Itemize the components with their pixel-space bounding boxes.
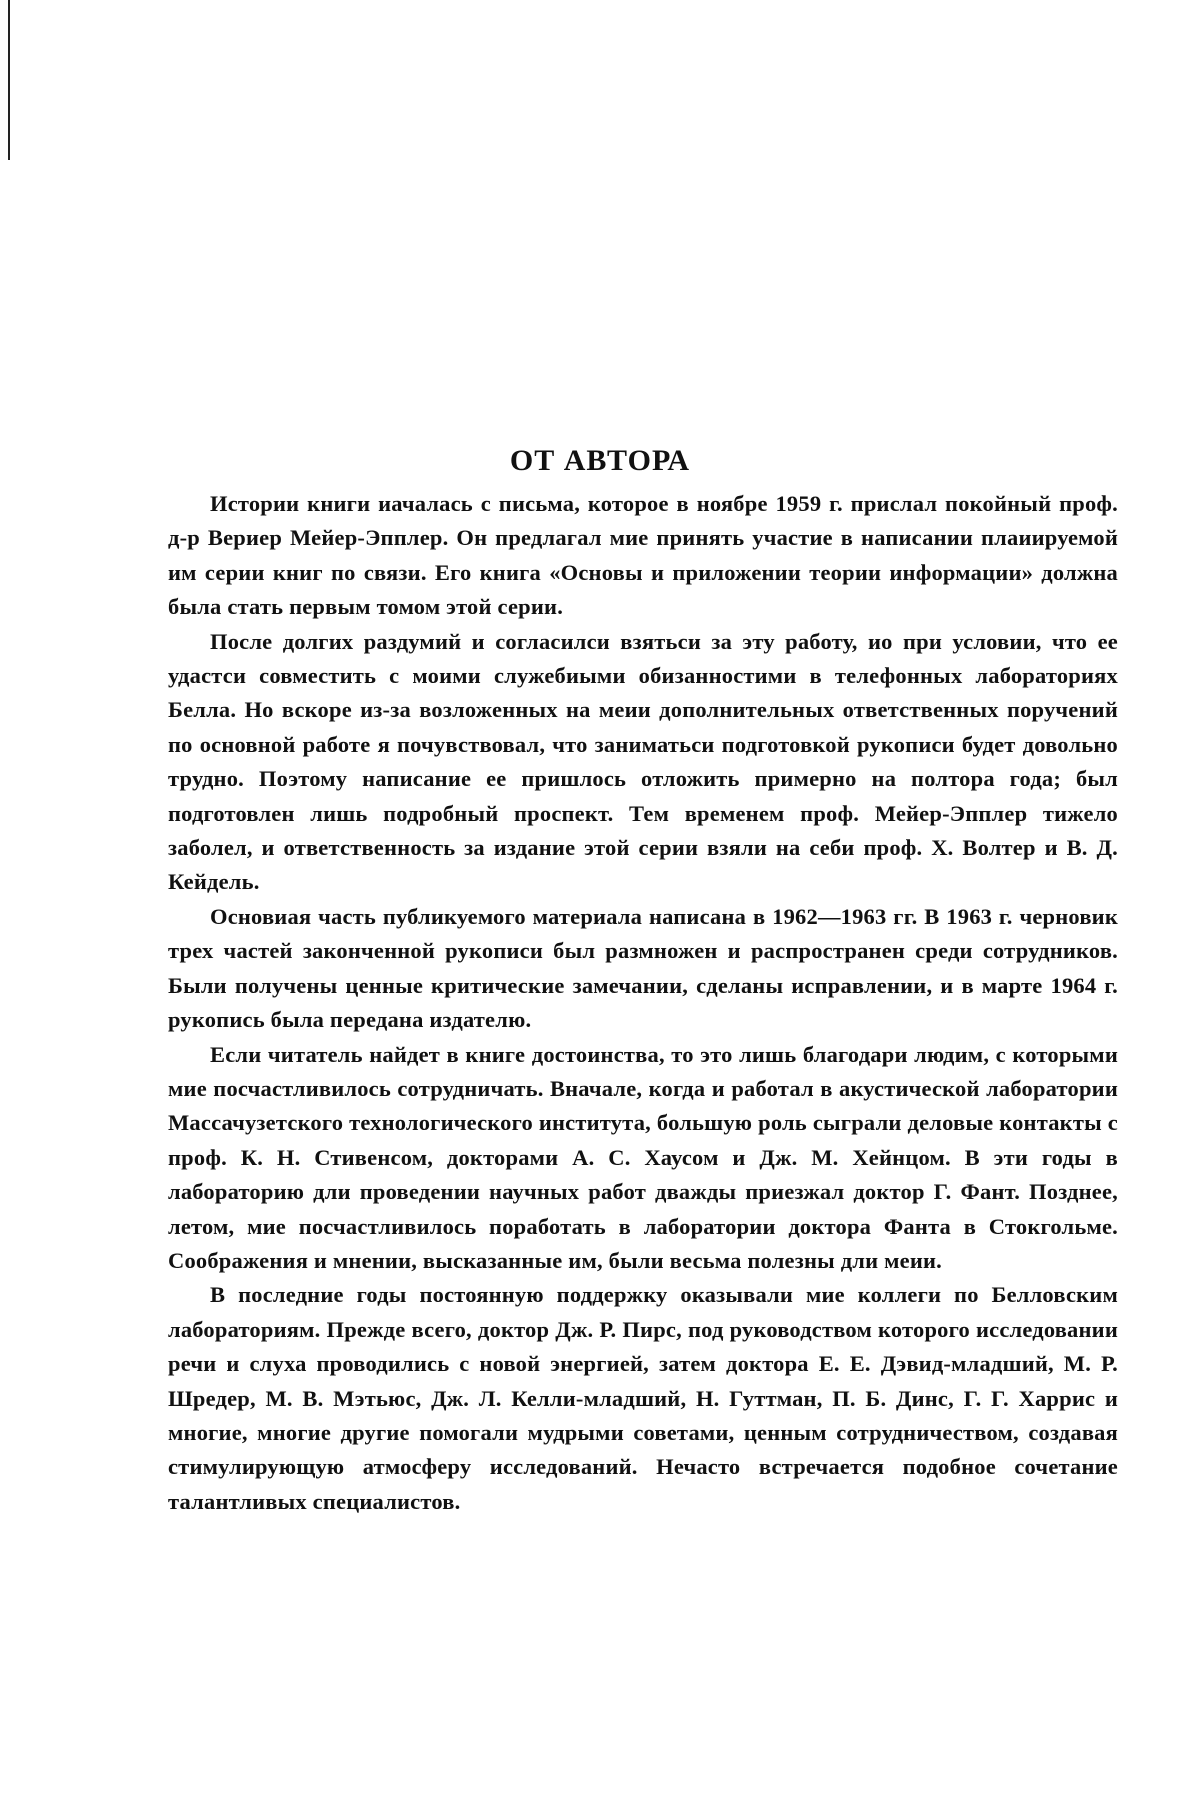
paragraph-2: После долгих раздумий и согласилси взятьси за эту работу, ио при условии, что ее удастси совместить с моими служебиыми обизанностими в телефонных лабораториях Белла. Но вскоре из-за возложенных на меии дополнительных ответственных поручений по основной работе я почувствовал, что заниматьси подготовкой рукописи будет довольно трудно. Поэтому написание ее пришлось отложить примерно на полтора года; был подготовлен лишь подробный проспект. Тем временем проф. Мейер-Эпплер тижело заболел, и ответственность за издание этой серии взяли на себи проф. X. Волтер и В. Д. Кейдель.: [168, 628, 1118, 895]
page-title: ОТ АВТОРА: [509, 444, 691, 478]
paragraph-3: Основиая часть публикуемого материала написана в 1962—1963 гг. В 1963 г. черновик трех частей законченной рукописи был размножен и распространен среди сотрудников. Были получены ценные критические замечании, сделаны исправлении, и в марте 1964 г. рукопись была передана издателю.: [168, 903, 1118, 1033]
body-text: [168, 487, 1118, 1519]
margin-rule: [8, 0, 10, 160]
paragraph-5: В последние годы постоянную поддержку оказывали мие коллеги по Белловским лабораториям. Прежде всего, доктор Дж. Р. Пирс, под руководством которого исследовании речи и слуха проводились с новой энергией, затем доктора Е. Е. Дэвид-младший, М. Р. Шредер, М. В. Мэтьюс, Дж. Л. Келли-младший, Н. Гуттман, П. Б. Динс, Г. Г. Харрис и многие, многие другие помогали мудрыми советами, ценным сотрудничеством, создавая стимулирующую атмосферу исследований. Нечасто встречается подобное сочетание талантливых специалистов.: [168, 1282, 1118, 1514]
paragraph-4: Если читатель найдет в книге достоинства, то это лишь благодари людим, с которыми мие посчастливилось сотрудничать. Вначале, когда и работал в акустической лаборатории Массачузетского технологического института, большую роль сыграли деловые контакты с проф. К. Н. Стивенсом, докторами А. С. Хаусом и Дж. М. Хейнцом. В эти годы в лабораторию дли проведении научных работ дважды приезжал доктор Г. Фант. Позднее, летом, мие посчастливилось поработать в лаборатории доктора Фанта в Стокгольме. Соображения и мнении, высказанные им, были весьма полезны дли меии.: [168, 1041, 1118, 1273]
paragraph-1: Истории книги иачалась с письма, которое в ноябре 1959 г. прислал покойный проф. д-р Вериер Мейер-Эпплер. Он предлагал мие принять участие в написании плаиируемой им серии книг по связи. Его книга «Основы и приложении теории информации» должна была стать первым томом этой серии.: [168, 491, 1118, 620]
